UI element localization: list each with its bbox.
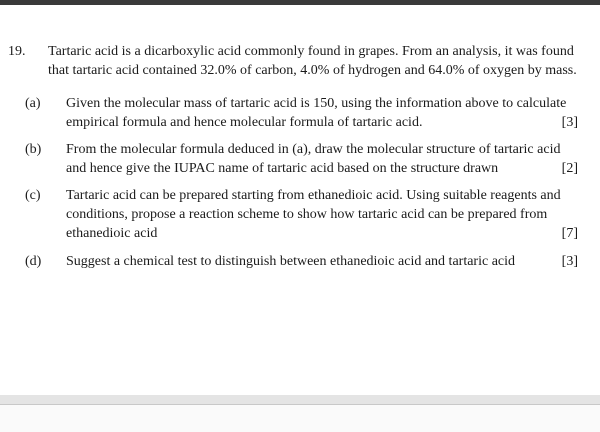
part-marks: [3]	[561, 115, 578, 130]
next-page-edge	[0, 405, 600, 432]
document-page	[0, 5, 600, 395]
part-label: (a)	[25, 96, 41, 111]
question-intro: Tartaric acid is a dicarboxylic acid commonly found in grapes. From an analysis, it was found that tartaric acid contained 32.0% of carbon, 4.0% of hydrogen and 64.0% of oxygen by mass.	[48, 44, 577, 78]
part-label: (d)	[25, 254, 42, 269]
part-text: Given the molecular mass of tartaric acid is 150, using the information above to calculate empirical formula and hence molecular formula of tartaric acid.	[66, 96, 567, 130]
part-text: Tartaric acid can be prepared starting from ethanedioic acid. Using suitable reagents and conditions, propose a reaction scheme to show how tartaric acid can be prepared from ethanedioic acid	[66, 188, 561, 241]
part-marks: [3]	[561, 254, 578, 269]
part-text: Suggest a chemical test to distinguish between ethanedioic acid and tartaric acid	[66, 254, 516, 269]
part-marks: [7]	[561, 226, 578, 241]
page-gap	[0, 395, 600, 404]
part-marks: [2]	[561, 161, 578, 176]
part-label: (c)	[25, 188, 41, 203]
question-number: 19.	[8, 44, 26, 59]
part-label: (b)	[25, 142, 42, 157]
part-text: From the molecular formula deduced in (a), draw the molecular structure of tartaric acid and hence give the IUPAC name of tartaric acid based on the structure drawn	[66, 142, 561, 176]
